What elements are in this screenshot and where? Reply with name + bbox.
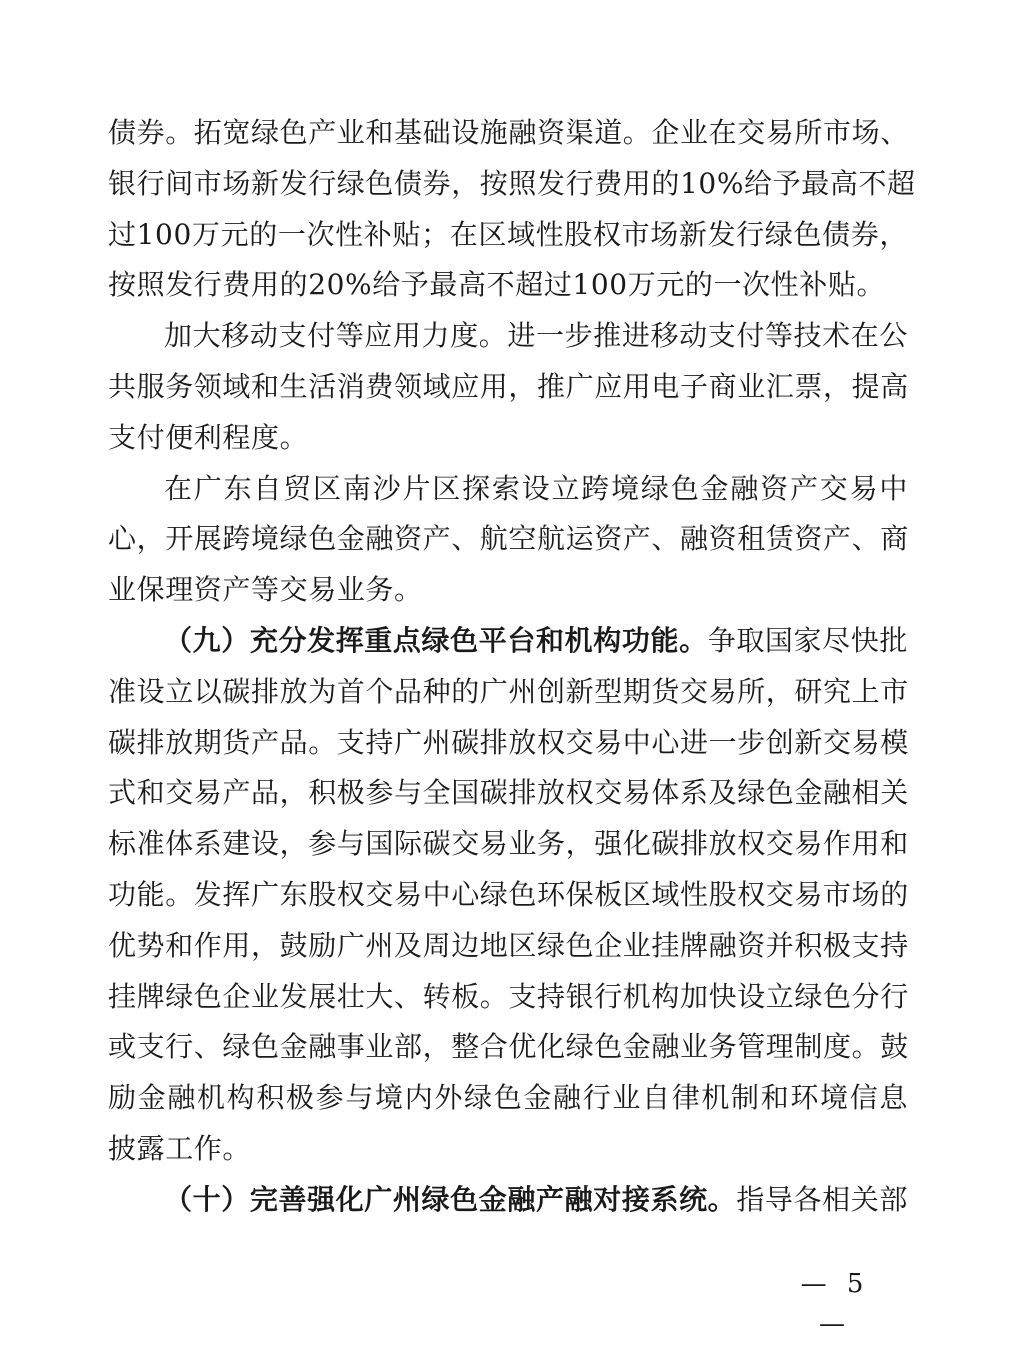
text-line: 碳排放期货产品。支持广州碳排放权交易中心进一步创新交易模 xyxy=(108,725,909,759)
document-body xyxy=(108,108,916,1226)
paragraph-section-nine xyxy=(108,616,908,1175)
heading-line-rest: 指导各相关部 xyxy=(736,1182,908,1216)
paragraph-section-ten xyxy=(108,1175,908,1226)
text-line: 按照发行费用的20%给予最高不超过100万元的一次性补贴。 xyxy=(108,268,886,302)
section-heading: （九）充分发挥重点绿色平台和机构功能。 xyxy=(164,623,708,657)
text-line: 过100万元的一次性补贴；在区域性股权市场新发行绿色债券， xyxy=(108,217,908,251)
text-line: 功能。发挥广东股权交易中心绿色环保板区域性股权交易市场的 xyxy=(108,877,909,911)
section-heading: （十）完善强化广州绿色金融产融对接系统。 xyxy=(164,1182,737,1216)
text-line: 支付便利程度。 xyxy=(108,420,309,454)
text-line: 共服务领域和生活消费领域应用，推广应用电子商业汇票，提高 xyxy=(108,369,909,403)
text-line: 银行间市场新发行绿色债券，按照发行费用的10%给予最高不超 xyxy=(108,166,916,200)
text-line: 债券。拓宽绿色产业和基础设施融资渠道。企业在交易所市场、 xyxy=(108,116,909,149)
text-line xyxy=(108,1175,908,1226)
heading-line-rest: 争取国家尽快批 xyxy=(707,623,908,657)
text-line: 励金融机构积极参与境内外绿色金融行业自律机制和环境信息 xyxy=(108,1081,908,1115)
text-line: 在广东自贸区南沙片区探索设立跨境绿色金融资产交易中 xyxy=(164,471,908,505)
paragraph-nansha-exchange xyxy=(108,464,908,616)
text-line: 标准体系建设，参与国际碳交易业务，强化碳排放权交易作用和 xyxy=(108,827,909,861)
paragraph-mobile-payment xyxy=(108,311,908,463)
text-line: 心，开展跨境绿色金融资产、航空航运资产、融资租赁资产、商 xyxy=(108,522,909,556)
text-line: 披露工作。 xyxy=(108,1131,252,1165)
text-line: 业保理资产等交易业务。 xyxy=(108,573,423,607)
paragraph-green-bonds xyxy=(108,108,916,311)
text-line: 挂牌绿色企业发展壮大、转板。支持银行机构加快设立绿色分行 xyxy=(108,979,909,1013)
text-line: 优势和作用，鼓励广州及周边地区绿色企业挂牌融资并积极支持 xyxy=(108,928,909,962)
text-line xyxy=(108,616,908,667)
text-line: 准设立以碳排放为首个品种的广州创新型期货交易所，研究上市 xyxy=(108,674,909,708)
text-line: 或支行、绿色金融事业部，整合优化绿色金融业务管理制度。鼓 xyxy=(108,1030,909,1064)
page-number: — 5 — xyxy=(800,1269,870,1339)
text-line: 式和交易产品，积极参与全国碳排放权交易体系及绿色金融相关 xyxy=(108,776,909,810)
text-line: 加大移动支付等应用力度。进一步推进移动支付等技术在公 xyxy=(164,319,908,353)
